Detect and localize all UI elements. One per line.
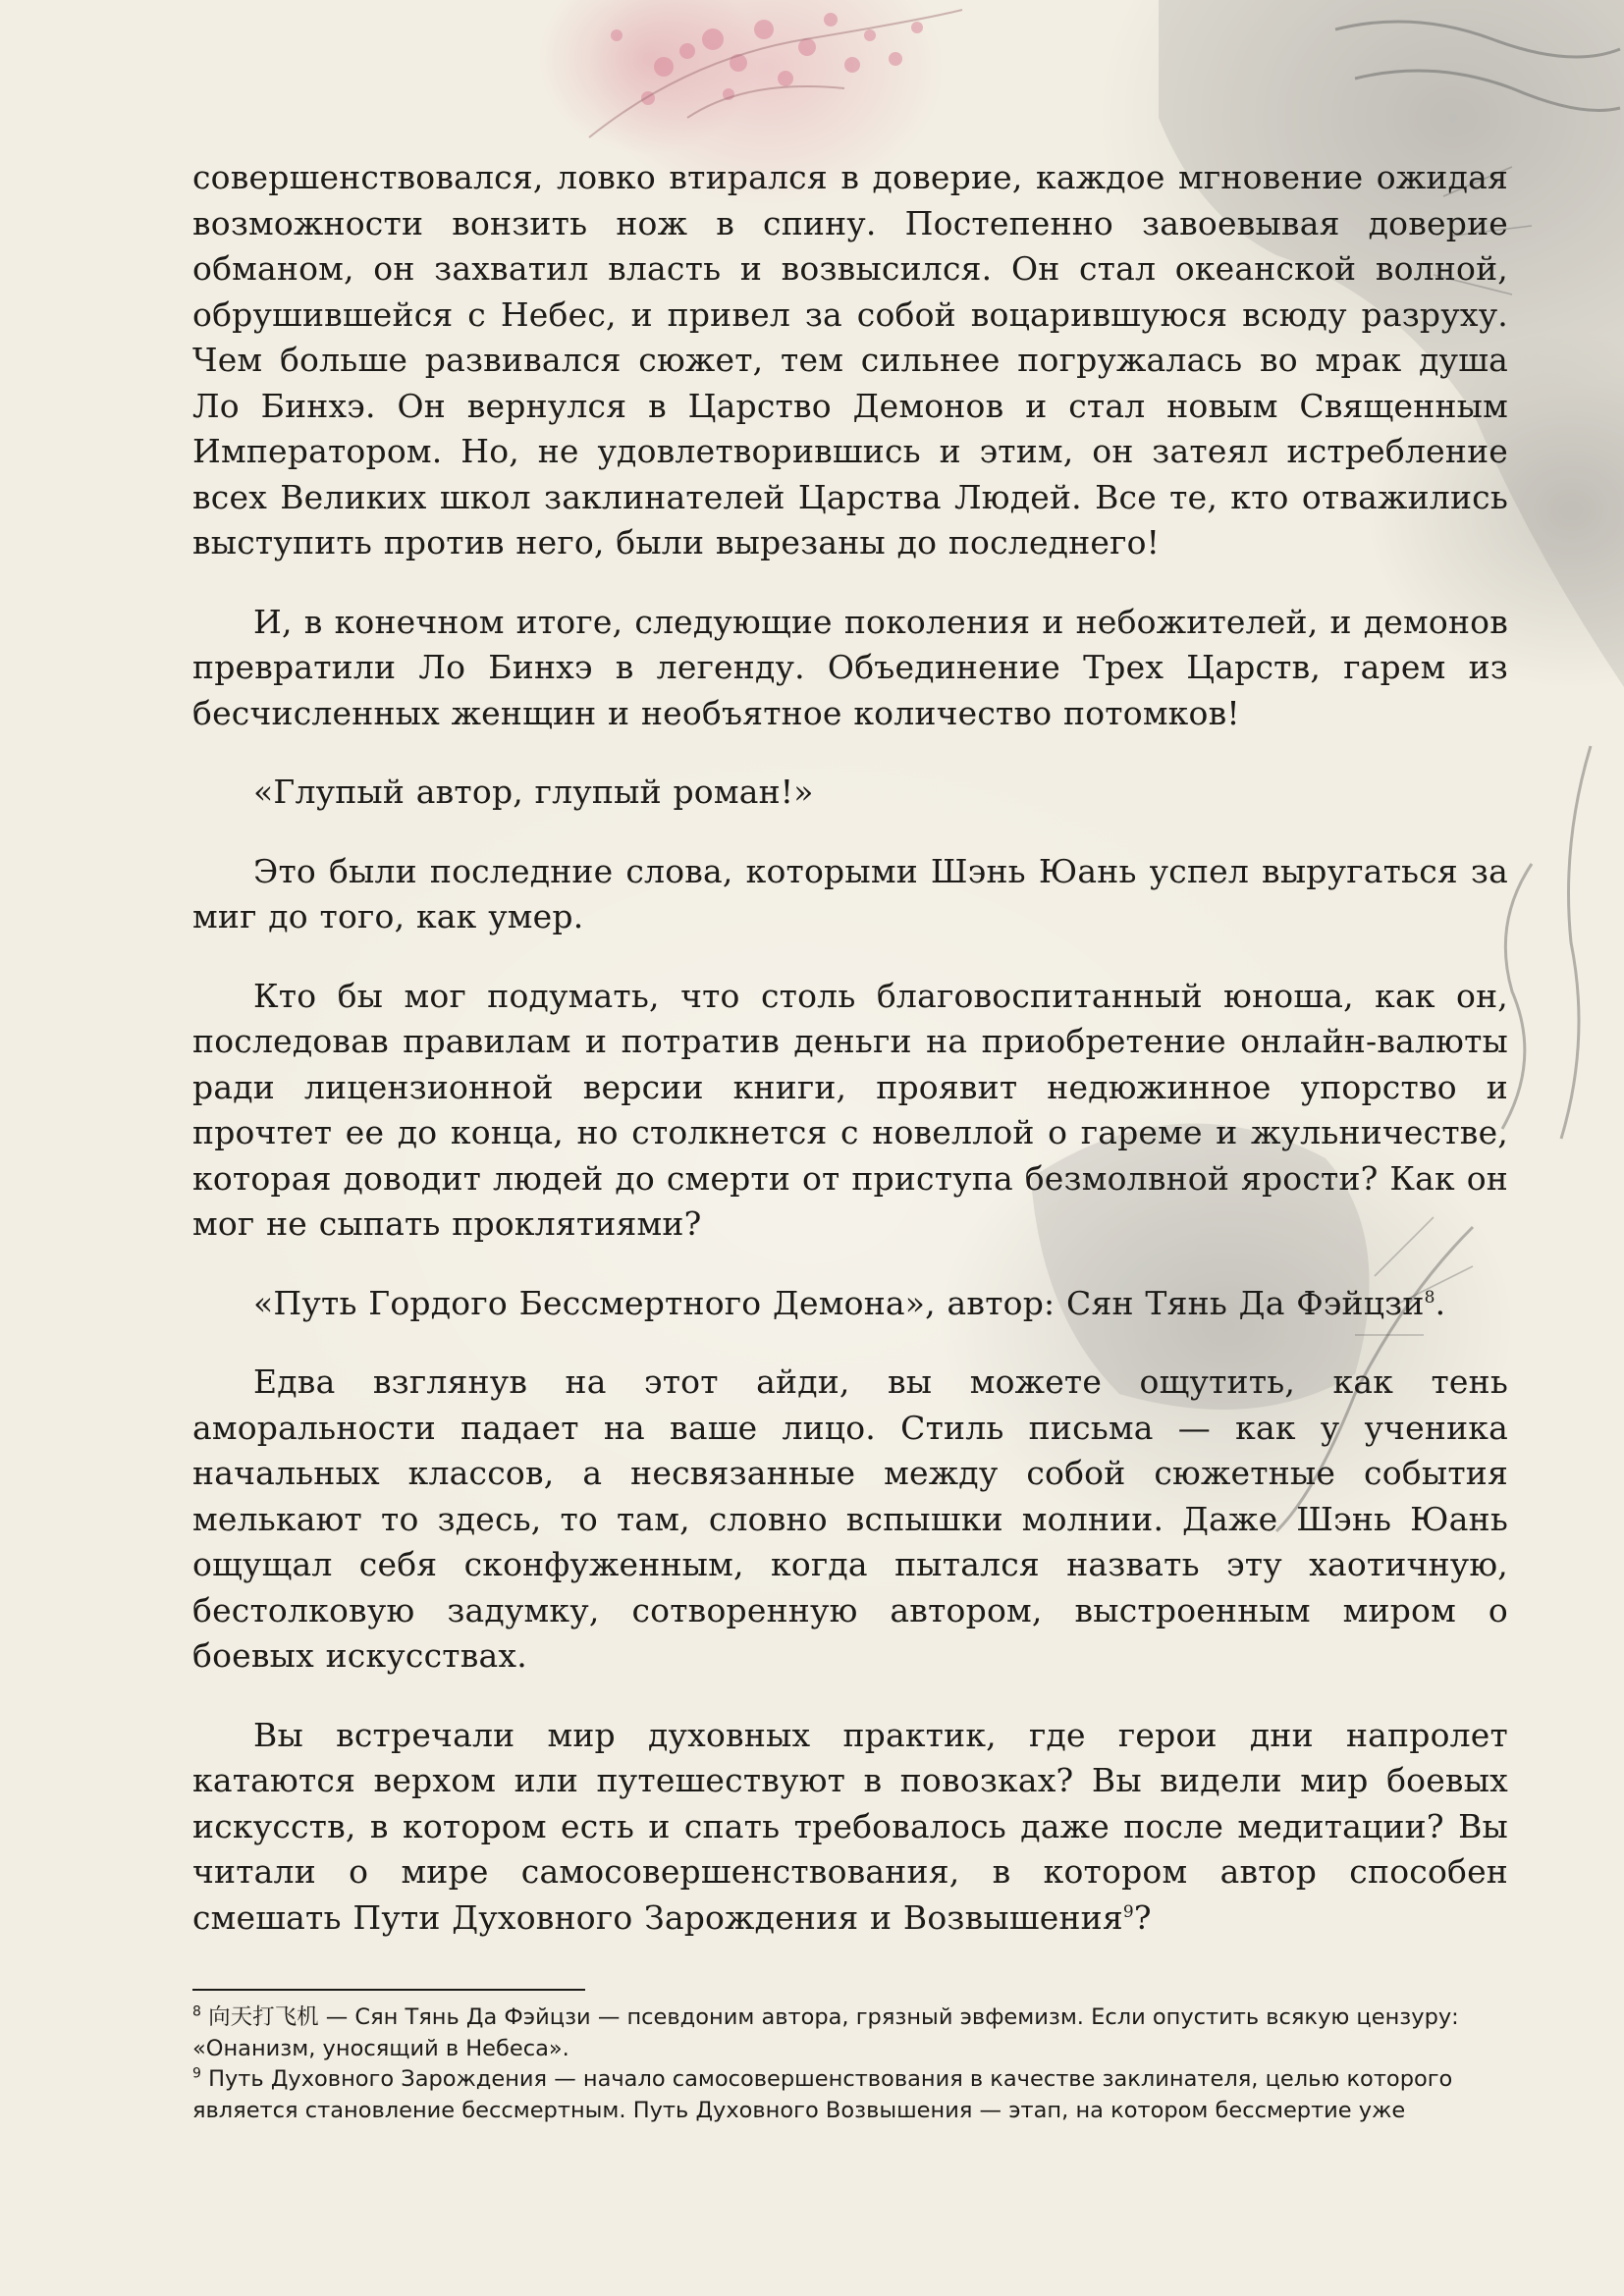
footnote-text: Путь Духовного Зарождения — начало самосовершенствования в качестве заклинателя, целью которого является становление бессмертным. Путь Духовного Возвышения — этап, на котором бессмертие уже: [192, 2066, 1453, 2123]
footnote-8: [192, 2002, 1528, 2064]
footnote-number: 9: [192, 2065, 201, 2082]
footnote-chinese-term: 向天打飞机: [208, 2004, 319, 2030]
paragraph-4: Это были последние слова, которыми Шэнь Юань успел выругаться за миг до того, как умер.: [192, 851, 1508, 935]
body-text: [192, 155, 1508, 1974]
paragraph-2: И, в конечном итоге, следующие поколения и небожителей, и демонов превратили Ло Бинхэ в легенду. Объединение Трех Царств, гарем из бесчисленных женщин и необъятное количество потомков!: [192, 602, 1508, 732]
footnote-marker-9[interactable]: 9: [1122, 1901, 1134, 1922]
paragraph-7: Едва взглянув на этот айди, вы можете ощутить, как тень аморальности падает на ваше лицо. Стиль письма — как у ученика начальных классов, а несвязанные между собой сюжетные события мелькают то здесь, то там, словно вспышки молнии. Даже Шэнь Юань ощущал себя сконфуженным, когда пытался назвать эту хаотичную, бестолковую задумку, сотворенную автором, выстроенным миром о боевых искусствах.: [192, 1362, 1508, 1675]
footnote-text: — Сян Тянь Да Фэйцзи — псевдоним автора, грязный эвфемизм. Если опустить всякую цензуру: «Онанизм, уносящий в Небеса».: [192, 2004, 1459, 2061]
footnotes: [192, 2002, 1528, 2126]
paragraph-8: Вы встречали мир духовных практик, где герои дни напролет катаются верхом или путешествуют в повозках? Вы видели мир боевых искусств, в котором есть и спать требовалось даже после медитации? Вы читали о мире самосовершенствования, в котором автор способен смешать Пути Духовного Зарождения и Возвышения$^9$?: [192, 1715, 1508, 1937]
paragraph-1: совершенствовался, ловко втирался в доверие, каждое мгновение ожидая возможности вонзить нож в спину. Постепенно завоевывая доверие обманом, он захватил власть и возвысился. Он стал океанской волной, обрушившейся с Небес, и привел за собой воцарившуюся всюду разруху. Чем больше развивался сюжет, тем сильнее погружалась во мрак душа Ло Бинхэ. Он вернулся в Царство Демонов и стал новым Священным Императором. Но, не удовлетворившись и этим, он затеял истребление всех Великих школ заклинателей Царства Людей. Все те, кто отважились выступить против него, были вырезаны до последнего!: [192, 158, 1508, 561]
footnote-marker-8[interactable]: 8: [1424, 1287, 1435, 1308]
paragraph-3-quote: «Глупый автор, глупый роман!»: [253, 773, 814, 811]
paragraph-6-title: «Путь Гордого Бессмертного Демона», автор: Сян Тянь Да Фэйцзи$^8$.: [253, 1283, 1446, 1322]
paragraph-5: Кто бы мог подумать, что столь благовоспитанный юноша, как он, последовав правилам и потратив деньги на приобретение онлайн-валюты ради лицензионной версии книги, проявит недюжинное упорство и прочтет ее до конца, но столкнется с новеллой о гареме и жульничестве, которая доводит людей до смерти от приступа безмолвной ярости? Как он мог не сыпать проклятиями?: [192, 976, 1508, 1243]
footnote-9: [192, 2064, 1528, 2126]
footnote-separator: [192, 1989, 585, 1991]
footnote-number: 8: [192, 2003, 201, 2020]
